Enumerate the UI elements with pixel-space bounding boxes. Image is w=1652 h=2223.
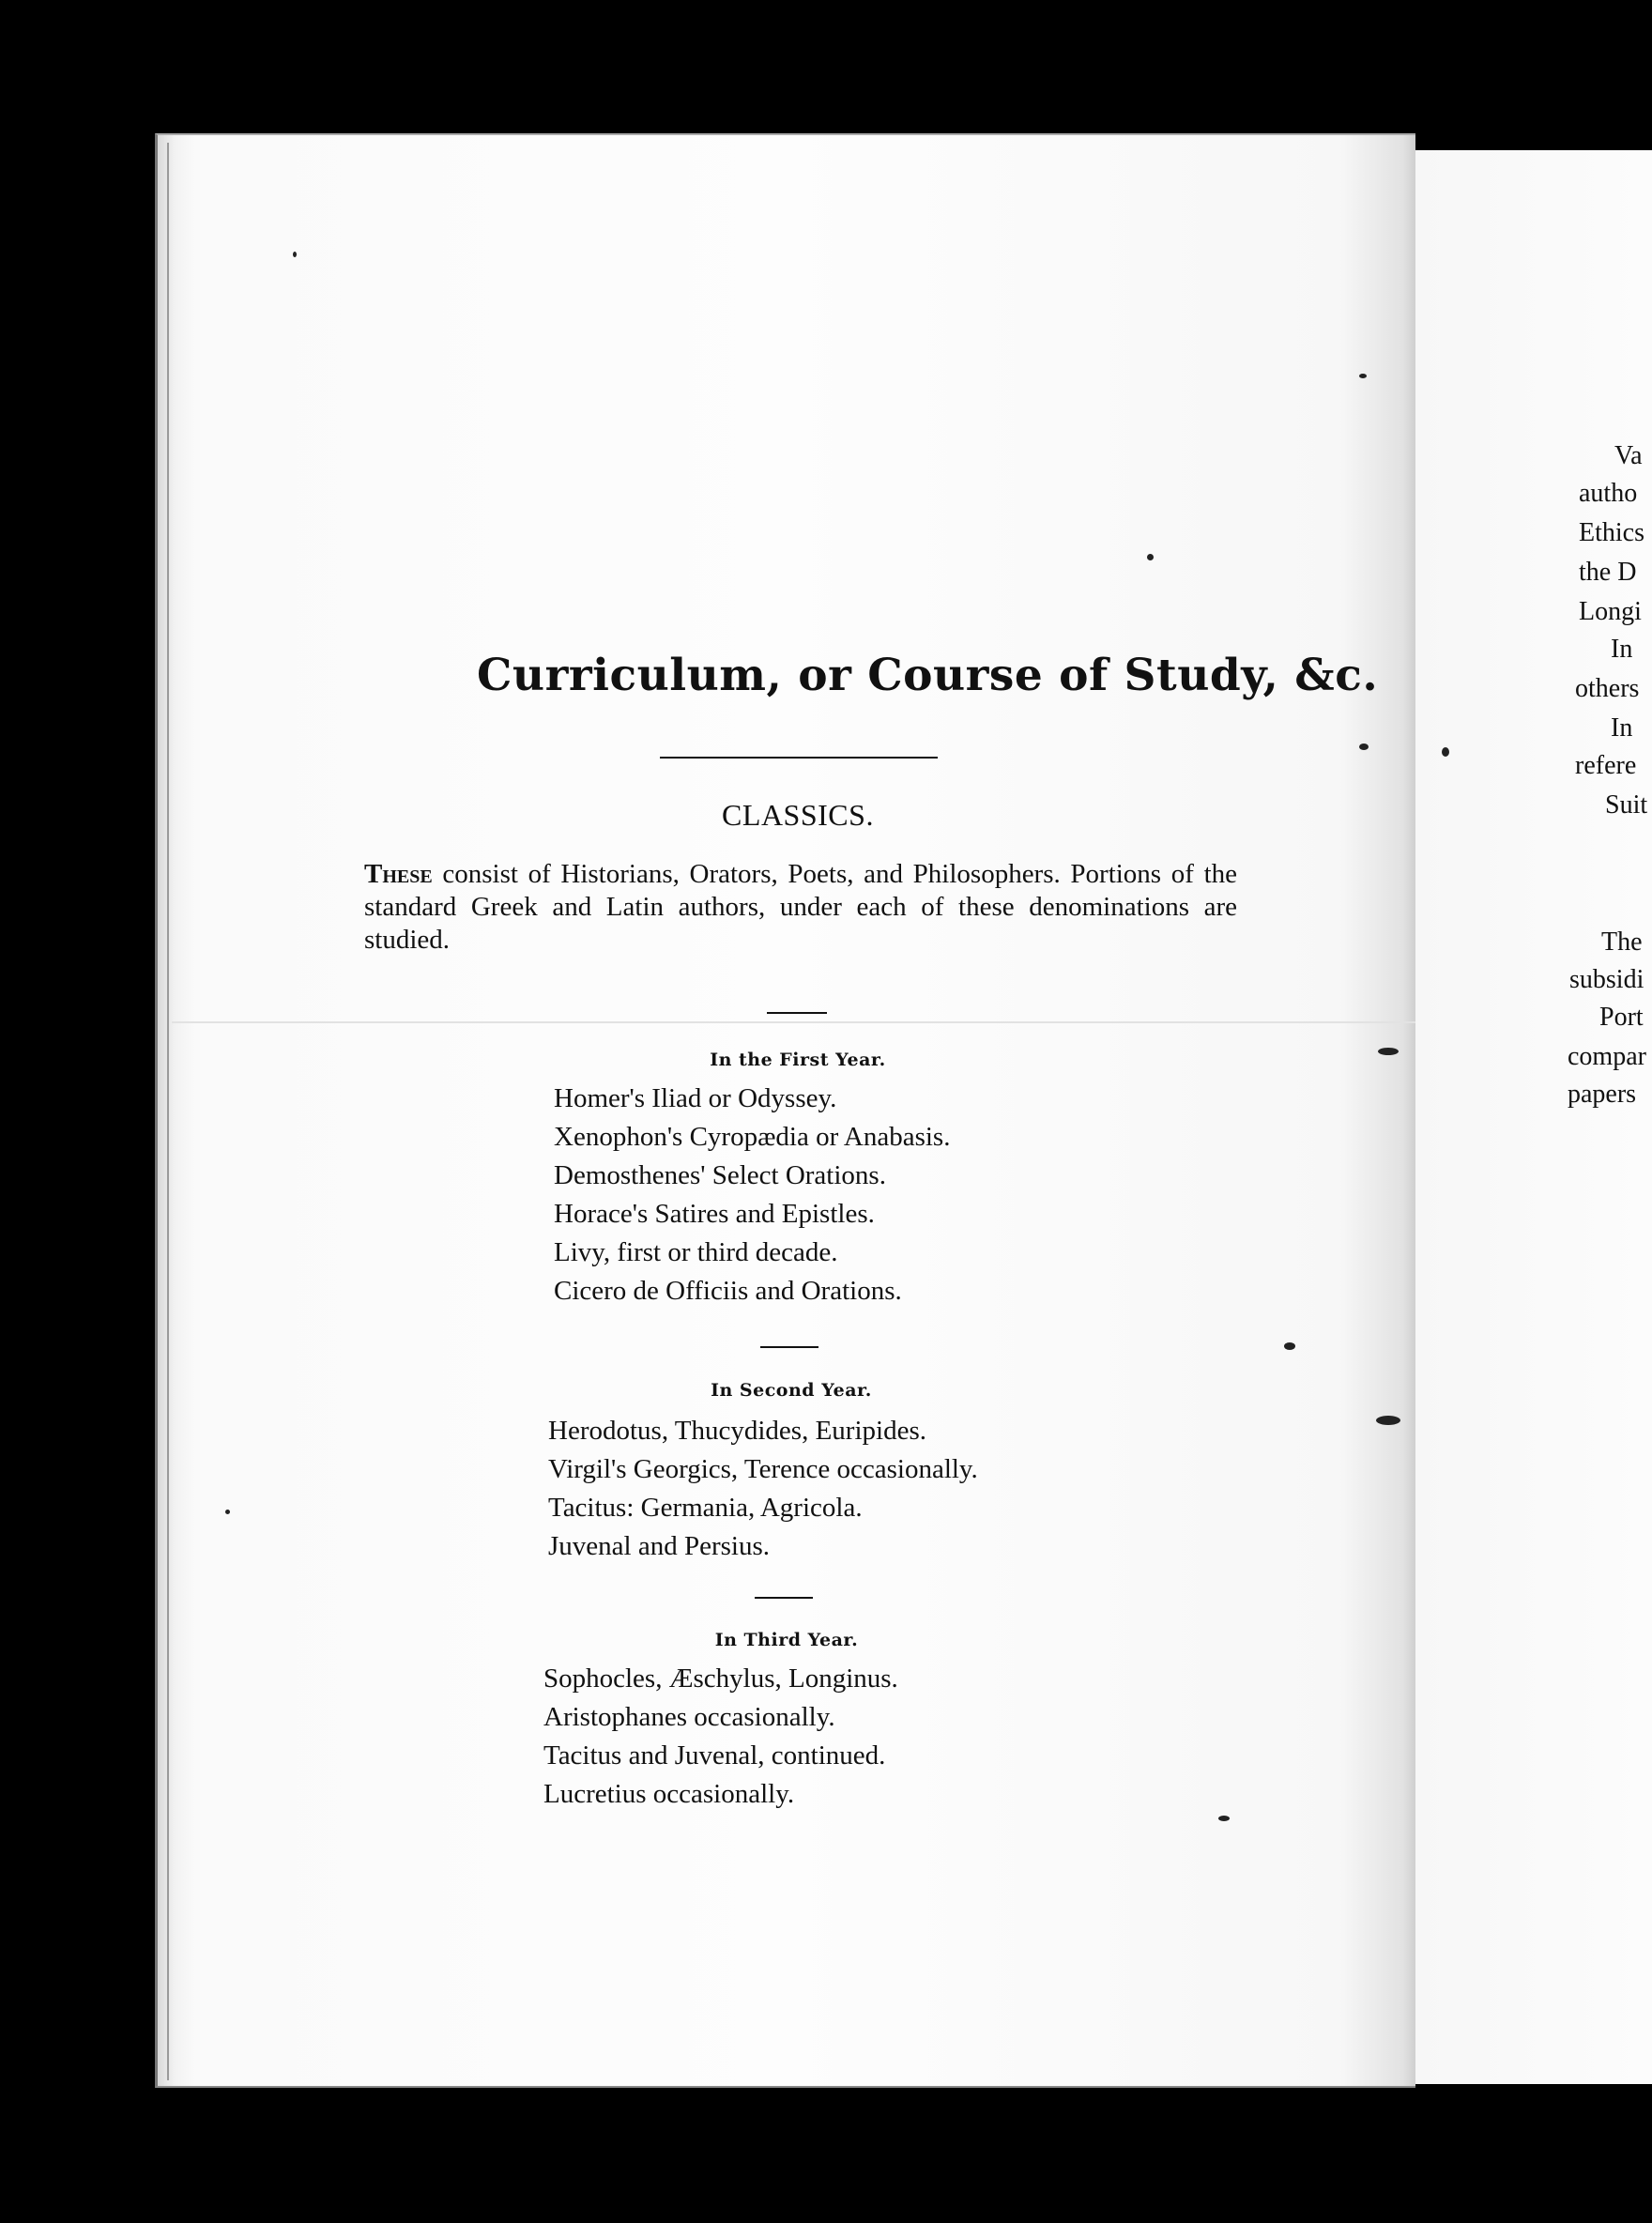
list-item: Virgil's Georgics, Terence occasionally. [548, 1454, 978, 1484]
section-divider [760, 1346, 818, 1348]
adjacent-line: Ethics [1579, 518, 1644, 547]
list-item: Sophocles, Æschylus, Longinus. [543, 1663, 898, 1694]
list-item: Demosthenes' Select Orations. [554, 1160, 886, 1190]
list-item: Homer's Iliad or Odyssey. [554, 1083, 837, 1113]
ink-speck [1147, 554, 1154, 560]
ink-speck [1359, 374, 1367, 378]
page-fold [172, 1021, 1415, 1023]
intro-text: consist of Historians, Orators, Poets, and Philosophers. Portions of the standard Greek and Latin authors, under each of these denominations are studied. [364, 859, 1237, 955]
list-item: Herodotus, Thucydides, Euripides. [548, 1416, 926, 1446]
list-item: Tacitus: Germania, Agricola. [548, 1493, 863, 1523]
intro-paragraph [364, 858, 1237, 957]
adjacent-line: refere [1575, 751, 1637, 780]
list-item: Lucretius occasionally. [543, 1779, 795, 1809]
adjacent-line: Longi [1579, 597, 1642, 626]
adjacent-line: subsidi [1569, 965, 1644, 994]
adjacent-line: others [1575, 674, 1640, 703]
ink-speck [1376, 1416, 1400, 1425]
adjacent-line: In [1611, 635, 1633, 664]
ink-speck [1442, 747, 1449, 757]
book-list-first-year [554, 1080, 950, 1311]
adjacent-line: Va [1614, 441, 1643, 470]
book-list-second-year [548, 1412, 978, 1566]
ink-speck [1359, 744, 1369, 750]
adjacent-line: Suit [1605, 790, 1648, 820]
section-divider [755, 1597, 813, 1599]
list-item: Horace's Satires and Epistles. [554, 1199, 875, 1229]
adjacent-line: Port [1599, 1003, 1644, 1032]
section-heading: CLASSICS. [722, 798, 874, 832]
title-divider [660, 757, 938, 759]
year-label-third: In Third Year. [714, 1630, 859, 1650]
adjacent-line: The [1601, 928, 1643, 957]
ink-speck [293, 252, 297, 257]
list-item: Cicero de Officiis and Orations. [554, 1276, 902, 1306]
adjacent-page-text [1380, 150, 1652, 2084]
ink-speck [1284, 1342, 1295, 1350]
book-list-third-year [543, 1660, 898, 1814]
page-title: Curriculum, or Course of Study, &c. [477, 650, 1379, 701]
adjacent-line: papers [1568, 1080, 1637, 1109]
intro-lead: These [364, 859, 433, 889]
year-label-second: In Second Year. [711, 1380, 872, 1401]
list-item: Xenophon's Cyropædia or Anabasis. [554, 1122, 951, 1152]
ink-speck [1218, 1816, 1230, 1821]
adjacent-line: autho [1579, 479, 1638, 508]
section-divider [767, 1012, 827, 1014]
page-edge [167, 143, 169, 2080]
adjacent-line: compar [1568, 1042, 1646, 1071]
ink-speck [1378, 1048, 1399, 1055]
list-item: Juvenal and Persius. [548, 1531, 770, 1561]
list-item: Tacitus and Juvenal, continued. [543, 1740, 886, 1771]
list-item: Livy, first or third decade. [554, 1237, 838, 1267]
adjacent-line: the D [1579, 558, 1637, 587]
year-label-first: In the First Year. [710, 1050, 886, 1070]
adjacent-line: In [1611, 713, 1633, 743]
adjacent-page [1378, 150, 1652, 2084]
list-item: Aristophanes occasionally. [543, 1702, 835, 1732]
ink-speck [225, 1510, 230, 1514]
